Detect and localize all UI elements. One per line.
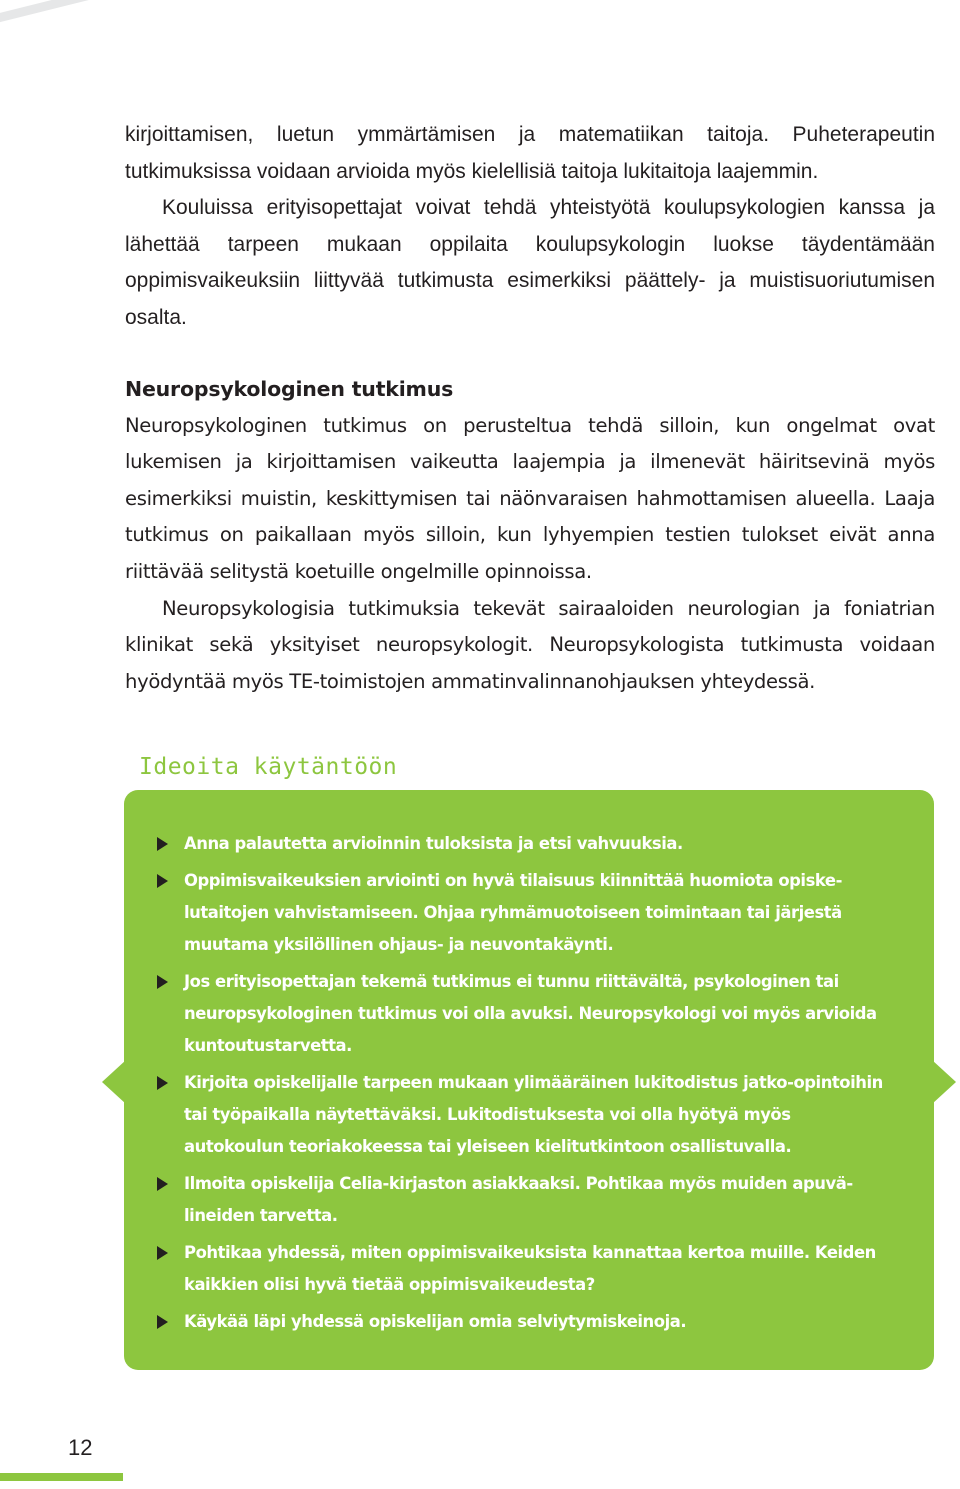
intro-section	[125, 117, 935, 337]
section-heading: Neuropsykologinen tutkimus	[125, 377, 454, 401]
triangle-bullet-icon	[157, 1315, 168, 1329]
neuro-paragraph-1: Neuropsykologinen tutkimus on perusteltua tehdä silloin, kun ongelmat ovat lukemisen ja kirjoittamisen vaikeutta laajempia ja ilmenevät häiritsevinä myös esimerkiksi muistin, keskittymisen tai näönvaraisen hahmottamisen alueella. Laaja tutkimus on paikallaan myös silloin, kun lyhyempien testien tulokset eivät anna riittävää selitystä koetuille ongelmille opinnoissa.	[125, 413, 935, 583]
ideas-list	[124, 828, 934, 1343]
list-item	[124, 1306, 934, 1338]
list-item-text: Ilmoita opiskelija Celia-kirjaston asiakkaaksi. Pohtikaa myös muiden apuvälineiden tarvetta.	[184, 1174, 854, 1225]
list-item-text: Käykää läpi yhdessä opiskelijan omia selviytymiskeinoja.	[184, 1312, 687, 1331]
ideas-heading: Ideoita käytäntöön	[139, 754, 398, 780]
triangle-bullet-icon	[157, 1076, 168, 1090]
list-item	[124, 1067, 934, 1163]
corner-decoration	[0, 0, 117, 27]
triangle-bullet-icon	[157, 874, 168, 888]
list-item	[124, 1168, 934, 1232]
list-item	[124, 1237, 934, 1301]
list-item-text: Oppimisvaikeuksien arviointi on hyvä tilaisuus kiinnittää huomiota opiskelutaitojen vahvistamiseen. Ohjaa ryhmämuotoiseen toimintaan tai järjestä muutama yksilöllinen ohjaus- ja neuvontakäynti.	[184, 871, 843, 954]
intro-paragraph-1: kirjoittamisen, luetun ymmärtämisen ja matematiikan taitoja. Puheterapeutin tutkimuksissa voidaan arvioida myös kielellisiä taitoja lukitaitoja laajemmin.	[125, 123, 935, 183]
list-item-text: Jos erityisopettajan tekemä tutkimus ei tunnu riittävältä, psykologinen tai neuropsykologinen tutkimus voi olla avuksi. Neuropsykologi voi myös arvioida kuntoutustarvetta.	[184, 972, 877, 1055]
box-notch-left	[102, 1060, 126, 1104]
list-item	[124, 828, 934, 860]
page-number: 12	[68, 1435, 93, 1460]
box-notch-right	[932, 1060, 956, 1104]
triangle-bullet-icon	[157, 975, 168, 989]
triangle-bullet-icon	[157, 1177, 168, 1191]
list-item	[124, 865, 934, 961]
list-item	[124, 966, 934, 1062]
intro-paragraph-2: Kouluissa erityisopettajat voivat tehdä yhteistyötä koulupsykologien kanssa ja lähettää tarpeen mukaan oppilaita koulupsykologin luokse täydentämään oppimisvaikeuksiin liittyvää tutkimusta esimerkiksi päättely- ja muistisuoriutumisen osalta.	[125, 196, 935, 329]
page-number-bar	[0, 1473, 123, 1481]
triangle-bullet-icon	[157, 837, 168, 851]
neuro-paragraph-2: Neuropsykologisia tutkimuksia tekevät sairaaloiden neurologian ja foniatrian klinikat sekä yksityiset neuropsykologit. Neuropsykologista tutkimusta voidaan hyödyntää myös TE-toimistojen ammatinvalinnanohjauksen yhteydessä.	[125, 596, 935, 693]
list-item-text: Kirjoita opiskelijalle tarpeen mukaan ylimääräinen lukitodistus jatko-opintoihin tai työpaikalla näytettäväksi. Lukitodistuksesta voi olla hyötyä myös autokoulun teoriakokeessa tai yleiseen kielitutkintoon osallistuvalla.	[184, 1073, 883, 1156]
triangle-bullet-icon	[157, 1246, 168, 1260]
list-item-text: Pohtikaa yhdessä, miten oppimisvaikeuksista kannattaa kertoa muille. Keiden kaikkien olisi hyvä tietää oppimisvaikeudesta?	[184, 1243, 876, 1294]
ideas-box	[124, 790, 934, 1370]
list-item-text: Anna palautetta arvioinnin tuloksista ja etsi vahvuuksia.	[184, 834, 683, 853]
neuropsychology-section	[125, 371, 935, 700]
